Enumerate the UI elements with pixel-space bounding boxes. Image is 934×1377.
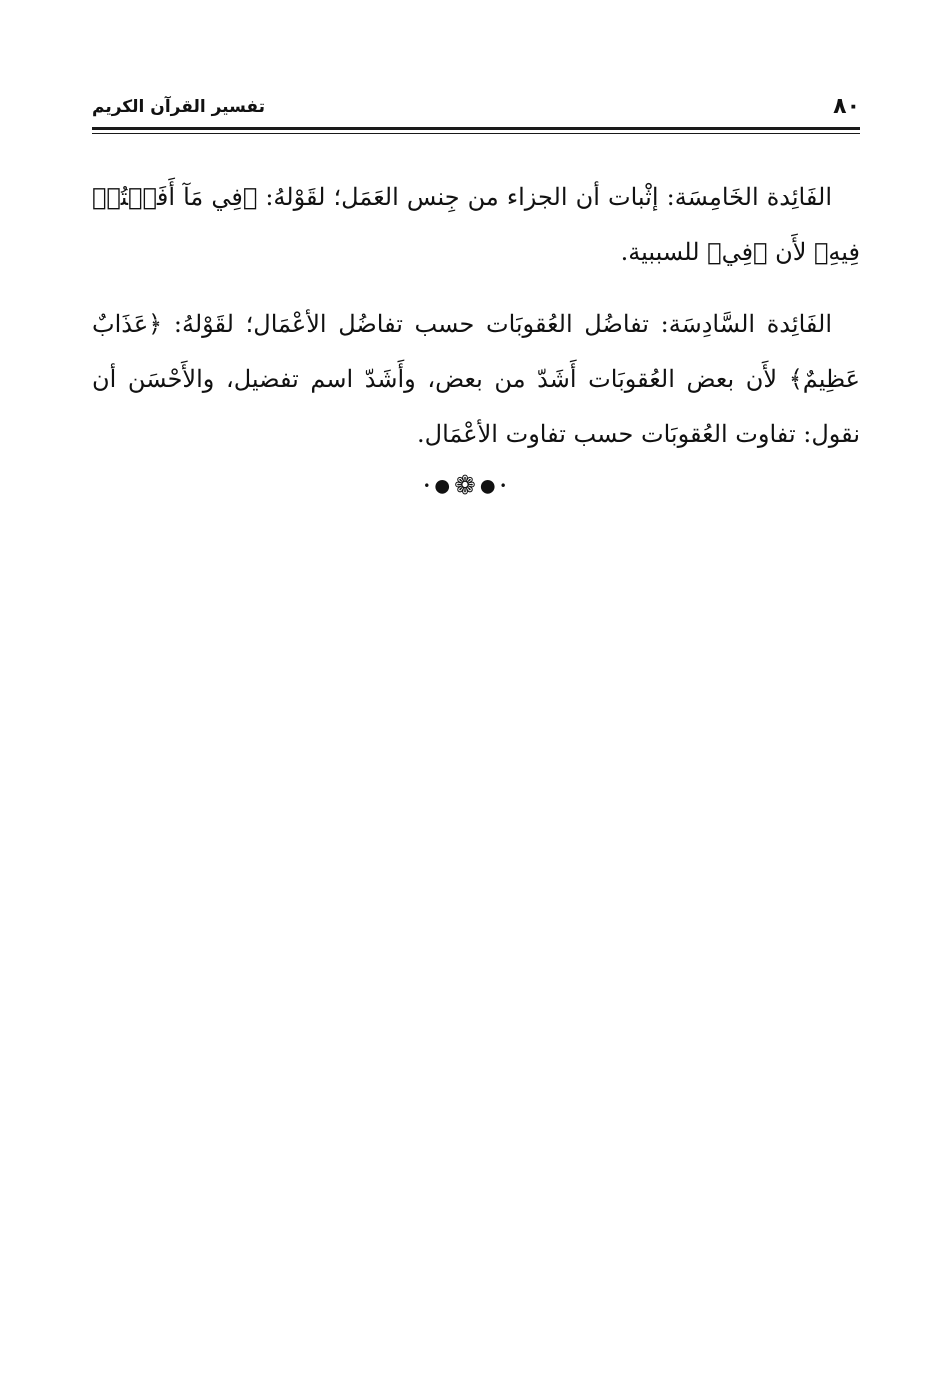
paragraph-text: تفاضُل العُقوبَات حسب تفاضُل الأعْمَال؛ لقَوْلهُ: ﴿عَذَابٌ عَظِيمٌ﴾ لأَن بعض العُقوبَات أَشَدّ من بعض، وأَشَدّ اسم تفضيل، والأَحْسَن أن نقول: تفاوت العُقوبَات حسب تفاوت الأعْمَال. xyxy=(92,310,860,448)
paragraph-label: الفَائِدة الخَامِسَة: xyxy=(666,183,832,211)
page-header xyxy=(92,92,860,128)
section-end-ornament xyxy=(0,471,934,501)
ornament-dot-icon: • xyxy=(499,479,511,493)
header-rule-thin xyxy=(92,133,860,134)
paragraph-benefit-six xyxy=(92,297,860,462)
body-text xyxy=(92,170,860,479)
ornament-dot-icon: ● xyxy=(479,475,500,497)
running-title: تفسير القرآن الكريم xyxy=(92,97,266,117)
paragraph-benefit-five xyxy=(92,170,860,280)
header-rule-thick xyxy=(92,127,860,130)
paragraph-label: الفَائِدة السَّادِسَة: xyxy=(660,310,832,338)
page-number: ٨٠ xyxy=(833,94,860,119)
paragraph-text: إثْبات أن الجزاء من جِنس العَمَل؛ لقَوْلهُ: ﴿فِي مَآ أَفَضۡتُمۡ فِيهِ﴾ لأَن ﴿فِي﴾ للسببية. xyxy=(92,183,860,266)
ornament-flower-icon: ❁ xyxy=(454,471,480,501)
ornament-dot-icon: ● xyxy=(434,475,455,497)
ornament-dot-icon: • xyxy=(423,479,435,493)
